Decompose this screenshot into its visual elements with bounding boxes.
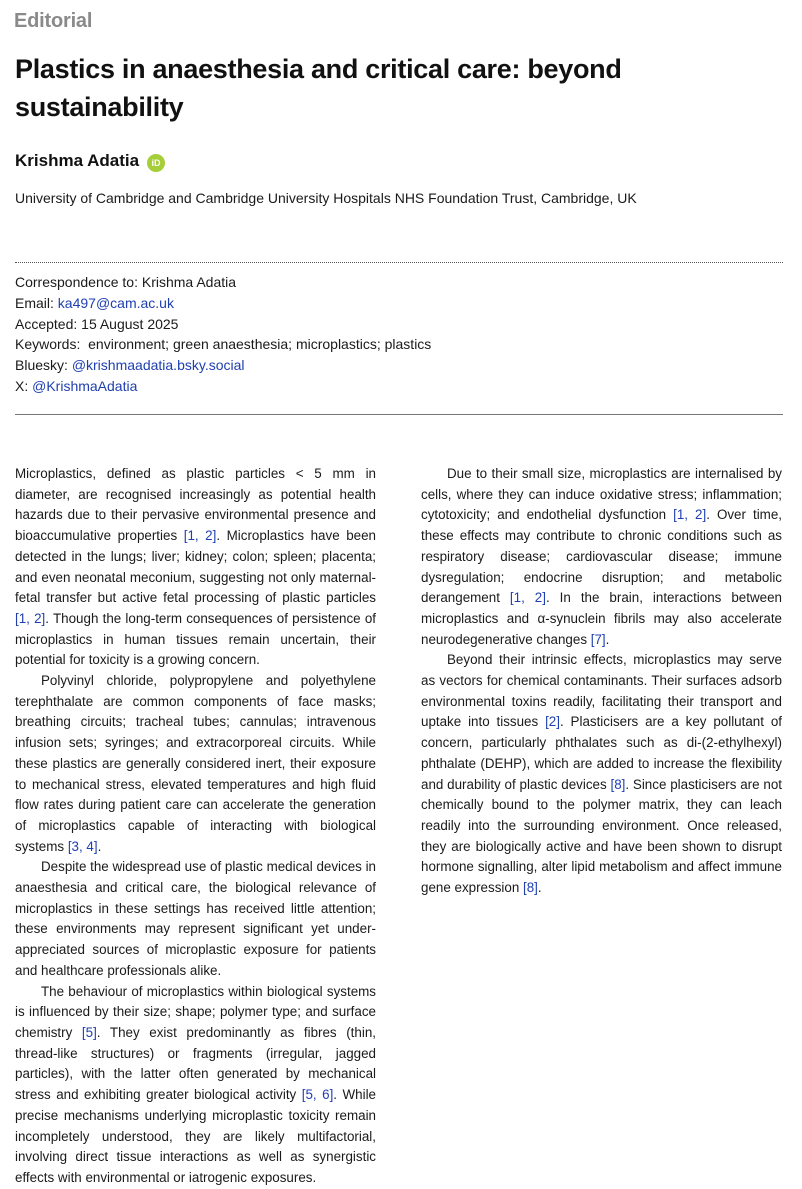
citation-link[interactable]: [1, 2] [15, 610, 46, 626]
citation-link[interactable]: [1, 2] [509, 590, 546, 606]
body-paragraph: Despite the widespread use of plastic medical devices in anaesthesia and critical care, the biological relevance of microplastics in these settings has received little attention; these environments may represent significant yet under-appreciated sources of microplastic exposure for patients and healthcare professionals alike. [15, 859, 376, 978]
body-paragraph: Beyond their intrinsic effects, microplastics may serve as vectors for chemical contaminants. Their surfaces adsorb environmental toxins readily, facilitating their transport and uptake into tissues [2]. Plasticisers are a key pollutant of concern, particularly phthalates such as di-(2-ethylhexyl) phthalate (DEHP), which are added to increase the flexibility and durability of plastic devices [8]. Since plasticisers are not chemically bound to the polymer matrix, they can leach readily into the surrounding environment. Once released, they are biologically active and have been shown to disrupt hormone signalling, alter lipid metabolism and affect immune gene expression [8]. [421, 652, 783, 896]
x-link[interactable]: @KrishmaAdatia [32, 377, 138, 394]
author-affiliation: University of Cambridge and Cambridge University Hospitals NHS Foundation Trust, Cambridge, UK [15, 190, 637, 206]
body-paragraph: Due to their small size, microplastics are internalised by cells, where they can induce oxidative stress; inflammation; cytotoxicity; and endothelial dysfunction [1, 2]. Over time, these effects may contribute to chronic conditions such as respiratory disease; cardiovascular disease; immune dysregulation; endocrine disruption; and metabolic derangement [1, 2]. In the brain, interactions between microplastics and α-synuclein fibrils may also accelerate neurodegenerative changes [7]. [421, 466, 782, 647]
email-row [15, 293, 783, 314]
bluesky-row [15, 355, 783, 376]
correspondence-value: Krishma Adatia [141, 274, 237, 290]
body-paragraph: Microplastics, defined as plastic particles < 5 mm in diameter, are recognised increasingly as potential health hazards due to their pervasive environmental presence and bioaccumulative properties [1, 2]. Microplastics have been detected in the lungs; liver; kidney; colon; spleen; placenta; and even neonatal meconium, suggesting not only maternal-fetal transfer but active fetal processing of plastic particles [1, 2]. Though the long-term consequences of persistence of microplastics in human tissues remain uncertain, their potential for toxicity is a growing concern. [15, 466, 377, 668]
citation-link[interactable]: [7] [590, 631, 606, 647]
bluesky-label: Bluesky: [15, 357, 68, 374]
article-title: Plastics in anaesthesia and critical care: beyond sustainability [15, 54, 622, 122]
x-row [15, 376, 783, 397]
body-paragraph: The behaviour of microplastics within biological systems is influenced by their size; shape; polymer type; and surface chemistry [5]. They exist predominantly as fibres (thin, thread-like structures) or fragments (irregular, jagged particles), with the latter often generated by mechanical stress and exhibiting greater biological activity [5, 6]. While precise mechanisms underlying microplastic toxicity remain incompletely understood, they are likely multifactorial, involving direct tissue interactions as well as synergistic effects with environmental or iatrogenic exposures. [15, 983, 376, 1185]
citation-link[interactable]: [5, 6] [301, 1087, 334, 1103]
correspondence-label: Correspondence to: [15, 274, 138, 290]
accepted-date: 15 August 2025 [81, 315, 179, 332]
x-label: X: [15, 377, 29, 394]
body-column-left [15, 464, 376, 1189]
dotted-divider [15, 262, 783, 263]
correspondence-row [15, 272, 783, 293]
header-divider [15, 414, 783, 415]
email-link[interactable]: ka497@cam.ac.uk [57, 294, 174, 311]
keywords-label: Keywords: [15, 336, 81, 353]
keywords-value: environment; green anaesthesia; microplastics; plastics [88, 336, 432, 353]
email-label: Email: [15, 294, 54, 311]
author-name[interactable]: Krishma Adatia [15, 151, 140, 170]
accepted-label: Accepted: [15, 315, 78, 332]
citation-link[interactable]: [8] [523, 880, 538, 896]
accepted-row [15, 314, 783, 335]
orcid-icon[interactable]: iD [147, 154, 165, 172]
body-column-right [421, 464, 782, 899]
citation-link[interactable]: [3, 4] [67, 838, 98, 854]
body-paragraph: Polyvinyl chloride, polypropylene and polyethylene terephthalate are common components of face masks; breathing circuits; tracheal tubes; cannulas; intravenous infusion sets; syringes; and extracorporeal circuits. While these plastics are generally considered inert, their exposure to mechanical stress, elevated temperatures and high fluid flow rates during patient care can accelerate the generation of microplastics capable of interacting with biological systems [3, 4]. [15, 673, 376, 854]
keywords-row [15, 334, 783, 355]
citation-link[interactable]: [8] [610, 776, 626, 792]
section-label: Editorial [14, 10, 93, 32]
citation-link[interactable]: [2] [545, 714, 560, 730]
citation-link[interactable]: [5] [81, 1024, 97, 1040]
citation-link[interactable]: [1, 2] [183, 528, 217, 544]
bluesky-link[interactable]: @krishmaadatia.bsky.social [71, 357, 245, 374]
article-metadata [15, 272, 783, 397]
citation-link[interactable]: [1, 2] [673, 507, 707, 523]
